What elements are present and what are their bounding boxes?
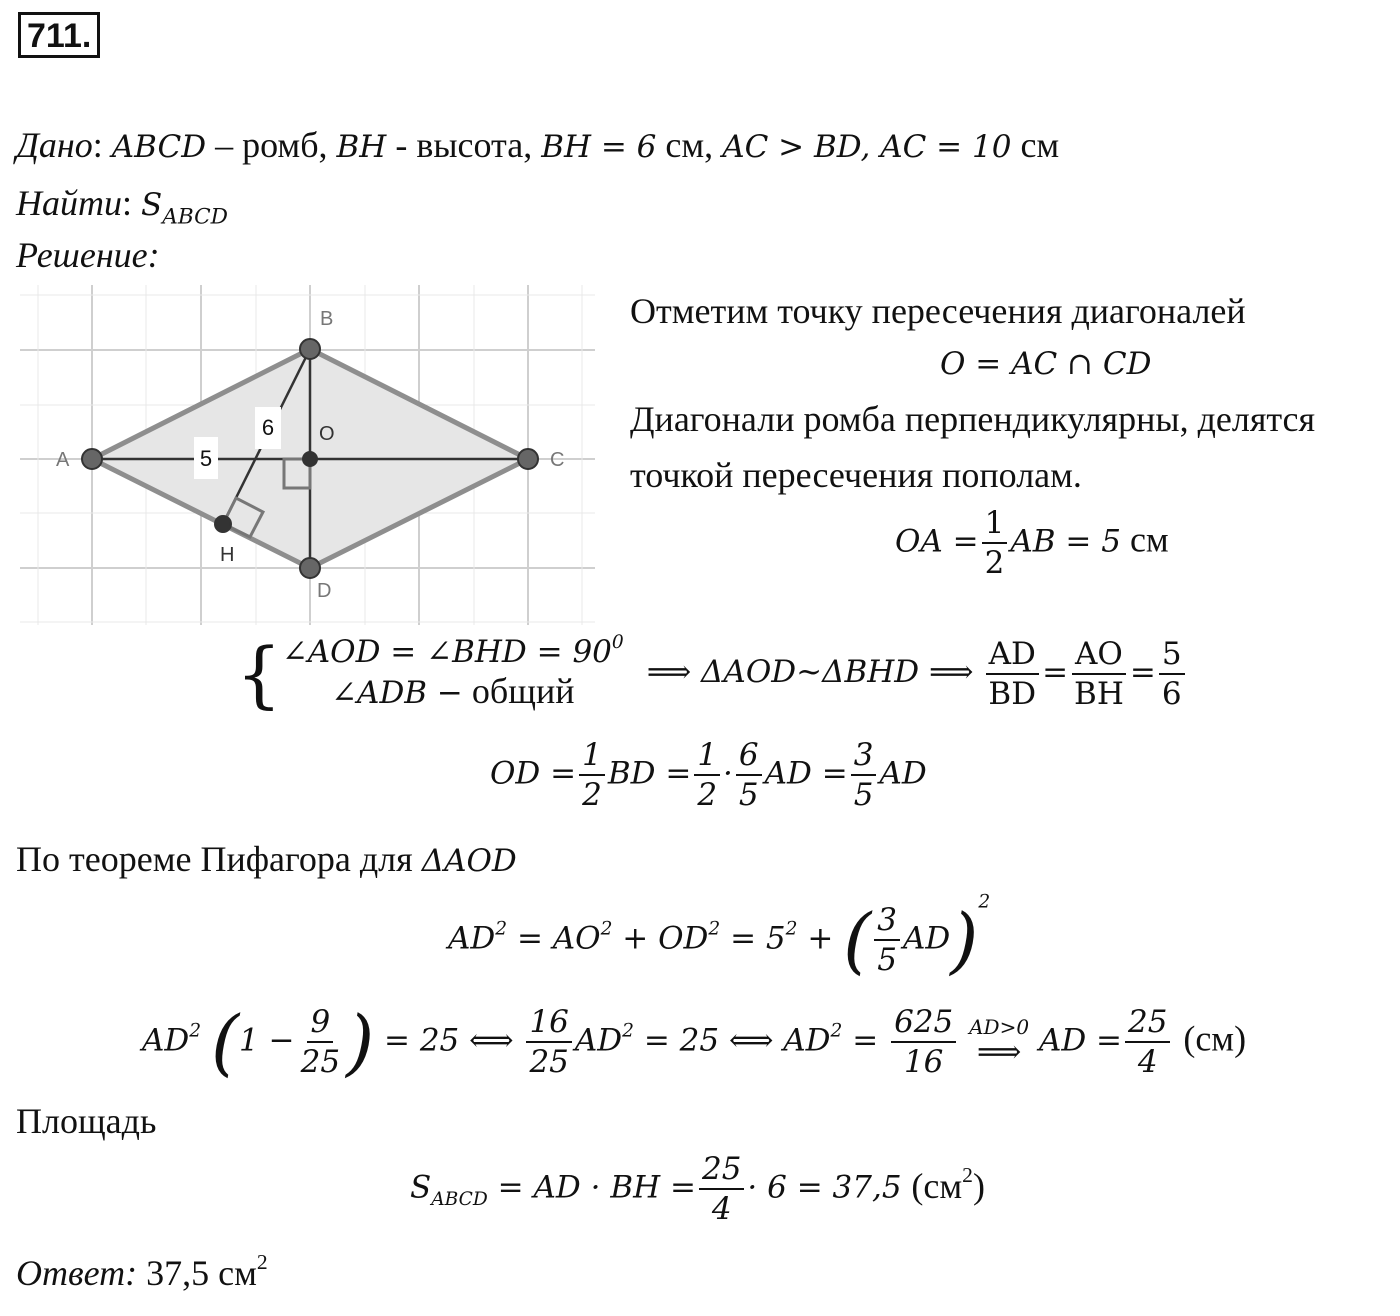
given-bh: BH = 6 xyxy=(541,129,657,165)
area-unit-text: (см xyxy=(911,1165,963,1206)
od-formula: OD = $\frac{1}{2}$ BD = $\frac{1}{2}$ · $\frac{6}{5}$ AD = $\frac{3}{5}$ AD xyxy=(490,737,927,814)
point-o xyxy=(303,452,317,466)
label-d: D xyxy=(317,580,332,602)
fraction-num: 25 xyxy=(699,1152,744,1190)
fraction-num: 9 xyxy=(307,1005,333,1043)
given-line: Дано: ABCD – ромб, BH - высота, BH = 6 см, AC > BD, AC = 10 см xyxy=(16,125,1060,165)
side-line-3: точкой пересечения пополам. xyxy=(630,455,1082,495)
oa-right: AB = 5 xyxy=(1010,523,1121,560)
brace: { xyxy=(236,632,282,716)
fraction-den: 25 xyxy=(529,1044,569,1080)
area-label: Площадь xyxy=(16,1101,157,1141)
long-arrow: ⟹ xyxy=(976,1033,1022,1070)
pythagoras-text: По теореме Пифагора для xyxy=(16,839,422,879)
fraction xyxy=(736,738,762,812)
fraction-den: 4 xyxy=(711,1191,732,1228)
given-text: – ромб, xyxy=(206,125,337,165)
conditional-arrow xyxy=(969,1014,1030,1070)
given-rhombus: ABCD xyxy=(111,129,207,165)
eq2-e: = xyxy=(842,1022,879,1059)
fraction-den: 2 xyxy=(984,545,1005,582)
eq1-d: = 5 xyxy=(720,920,786,957)
fraction-den: BH xyxy=(1074,676,1124,712)
oa-formula xyxy=(895,506,1169,580)
fraction-den: 2 xyxy=(582,777,602,814)
fraction xyxy=(1125,1005,1170,1079)
fraction xyxy=(694,738,720,812)
fraction-num: 25 xyxy=(1125,1005,1170,1043)
area-unit-sup: 2 xyxy=(962,1162,973,1187)
eq1-e: + xyxy=(797,920,834,957)
point-d xyxy=(300,558,320,578)
rhombus-figure xyxy=(20,285,595,625)
fraction-den: 25 xyxy=(300,1044,341,1080)
solution-label-text: Решение xyxy=(16,235,148,275)
fraction-num: 1 xyxy=(579,738,605,776)
fraction-num: 5 xyxy=(1159,637,1185,675)
fraction xyxy=(699,1152,744,1226)
fraction-num: AD xyxy=(986,637,1039,675)
eq2-a: AD xyxy=(142,1022,190,1059)
eq1-f: AD xyxy=(903,920,951,957)
od-c: AD = xyxy=(764,755,848,792)
area-b: · 6 = 37,5 xyxy=(747,1169,902,1206)
find-sub: ABCD xyxy=(162,204,228,230)
fraction-den: 5 xyxy=(738,777,759,814)
answer-value: 37,5 см xyxy=(137,1253,257,1293)
label-b: B xyxy=(320,308,334,330)
fraction-num: 1 xyxy=(694,738,720,776)
eq2-d: = 25 ⟺ AD xyxy=(634,1022,831,1059)
fraction-den: 5 xyxy=(853,777,874,814)
system-rows xyxy=(281,632,624,712)
fraction xyxy=(526,1005,571,1079)
eq1-c: + OD xyxy=(612,920,709,957)
fraction-num: 3 xyxy=(874,903,900,941)
side-line-2: Диагонали ромба перпендикулярны, делятся xyxy=(630,399,1316,439)
find-s: S xyxy=(141,187,163,223)
pythagoras-equation: $AD^2 = AO^2 + OD^2 = 5^2$ + ( $\frac{3}{5}$ AD)$^2$ xyxy=(448,891,991,982)
similarity-implication: ⟹ ΔAOD~ΔBHD ⟹ xyxy=(646,654,974,691)
area-unit xyxy=(911,1162,985,1206)
fraction-den: 4 xyxy=(1137,1044,1158,1080)
oa-left: OA = xyxy=(895,523,979,560)
segment-bh-label: 6 xyxy=(261,415,275,440)
od-d: AD xyxy=(879,755,927,792)
area-s: S xyxy=(410,1169,432,1206)
intersection-formula: O = AC ∩ CD xyxy=(940,346,1152,382)
solution-label: Решение: xyxy=(16,235,160,275)
given-text: - высота, xyxy=(386,125,542,165)
answer-label: Ответ: xyxy=(16,1253,138,1293)
fraction-num: 3 xyxy=(851,738,877,776)
pythagoras-triangle: ΔAOD xyxy=(421,843,517,879)
fraction xyxy=(298,1005,343,1079)
eq2-one: 1 − xyxy=(239,1022,295,1059)
fraction-den: 2 xyxy=(697,777,718,814)
solve-equation: $AD^2$ (1 − $\frac{9}{25}$ ) = 25 ⟺ $\frac{16}{25}$ $AD^2 = 25$ ⟺ $AD^2$ = $\frac{625}{16}$ AD>0 ⟹ AD = $\frac{25}{4}$ (см) xyxy=(142,1000,1247,1084)
given-unit: см xyxy=(1011,125,1060,165)
area-sub: ABCD xyxy=(431,1189,488,1211)
find-line: Найти: $S_{ABCD}$ xyxy=(16,183,228,230)
eq2-c: AD xyxy=(574,1022,623,1059)
fraction-num: 6 xyxy=(736,738,762,776)
fraction-num: 625 xyxy=(891,1005,956,1043)
eq1-a: AD xyxy=(448,920,496,957)
system-row-1 xyxy=(281,632,624,671)
fraction-num: AO xyxy=(1072,637,1126,675)
arrow-condition: AD>0 xyxy=(969,1014,1030,1039)
point-h xyxy=(215,516,231,532)
fraction-num: 16 xyxy=(526,1005,571,1043)
od-b: BD = xyxy=(607,755,692,792)
given-label: Дано xyxy=(16,125,93,165)
row2-text: общий xyxy=(462,671,575,712)
fraction xyxy=(1159,637,1185,711)
eq1-b: = AO xyxy=(507,920,601,957)
point-c xyxy=(518,449,538,469)
given-unit: см, xyxy=(656,125,723,165)
find-label: Найти xyxy=(16,183,122,223)
square-sup: 2 xyxy=(189,1020,202,1042)
degree-sup: 0 xyxy=(611,632,624,654)
fraction-num: 1 xyxy=(982,506,1008,544)
fraction xyxy=(985,637,1039,711)
area-formula xyxy=(410,1152,985,1226)
oa-unit: см xyxy=(1129,519,1169,560)
eq2-g: AD = xyxy=(1038,1022,1123,1059)
similarity-system: { ∠AOD = ∠BHD = $90^0$ ∠ADB − общий ⟹ ΔAOD~ΔBHD ⟹ $\frac{AD}{BD}$ = $\frac{AO}{BH}$ = $\frac{5}{6}$ xyxy=(236,632,1188,716)
label-h: H xyxy=(220,544,235,566)
answer-line xyxy=(16,1249,268,1294)
point-b xyxy=(300,339,320,359)
label-a: A xyxy=(56,449,70,471)
fraction-den: 16 xyxy=(903,1044,944,1080)
square-sup: 2 xyxy=(978,891,991,913)
eq2-b: = 25 ⟺ xyxy=(374,1022,514,1059)
system-row-2 xyxy=(282,671,624,712)
given-height: BH xyxy=(336,129,387,165)
row1-text: ∠AOD = ∠BHD = 90 xyxy=(281,634,612,671)
eq2-unit: (см) xyxy=(1183,1018,1247,1059)
fraction xyxy=(874,903,900,977)
fraction xyxy=(1071,637,1127,711)
problem-number: 711. xyxy=(18,12,100,58)
fraction xyxy=(891,1005,956,1079)
row2-math: ∠ADB − xyxy=(331,675,463,712)
pythagoras-line xyxy=(16,838,517,880)
fraction xyxy=(579,738,605,812)
point-a xyxy=(82,449,102,469)
segment-ao-label: 5 xyxy=(199,446,213,471)
fraction-den: BD xyxy=(988,676,1037,712)
label-o: O xyxy=(319,423,335,445)
fraction-den: 6 xyxy=(1161,676,1182,712)
side-line-1: Отметим точку пересечения диагоналей xyxy=(630,291,1246,331)
area-a: = AD · BH = xyxy=(487,1169,696,1206)
fraction-den: 5 xyxy=(877,942,897,978)
area-unit-close: ) xyxy=(972,1165,985,1206)
fraction xyxy=(982,506,1008,580)
answer-sup: 2 xyxy=(256,1249,268,1274)
given-ac: AC > BD, AC = 10 xyxy=(722,129,1012,165)
label-c: C xyxy=(550,449,565,471)
od-a: OD = xyxy=(490,755,577,792)
fraction xyxy=(851,738,877,812)
